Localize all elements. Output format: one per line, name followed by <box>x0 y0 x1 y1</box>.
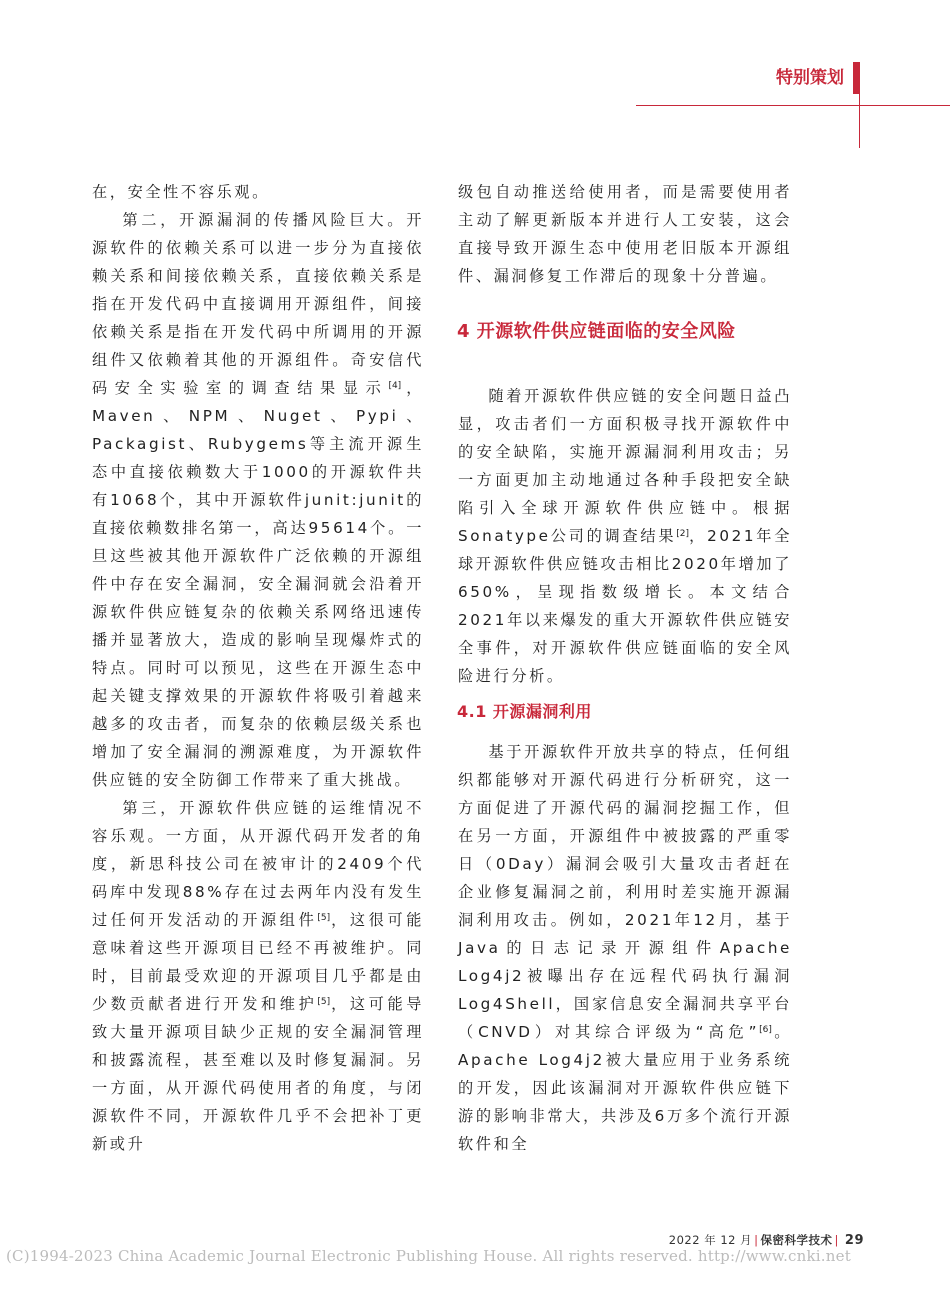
section-tag-label: 特别策划 <box>776 68 844 88</box>
paragraph: 在，安全性不容乐观。 <box>92 183 270 201</box>
paragraph: 第二，开源漏洞的传播风险巨大。开源软件的依赖关系可以进一步分为直接依赖关系和间接依赖关系，直接依赖关系是指在开发代码中直接调用开源组件，间接依赖关系是指在开发代码中所调用的开源组件又依赖着其他的开源组件。奇安信代码安全实验室的调查结果显示[4]，Maven、NPM、Nuget、Pypi、Packagist、Rubygems等主流开源生态中直接依赖数大于1000的开源软件共有1068个，其中开源软件junit:junit的直接依赖数排名第一，高达95614个。一旦这些被其他开源软件广泛依赖的开源组件中存在安全漏洞，安全漏洞就会沿着开源软件供应链复杂的依赖关系网络迅速传播并显著放大，造成的影响呈现爆炸式的特点。同时可以预见，这些在开源生态中起关键支撑效果的开源软件将吸引着越来越多的攻击者，而复杂的依赖层级关系也增加了安全漏洞的溯源难度，为开源软件供应链的安全防御工作带来了重大挑战。 <box>92 211 424 789</box>
paragraph: 基于开源软件开放共享的特点，任何组织都能够对开源代码进行分析研究，这一方面促进了开源代码的漏洞挖掘工作，但在另一方面，开源组件中被披露的严重零日（0Day）漏洞会吸引大量攻击者赶在企业修复漏洞之前，利用时差实施开源漏洞利用攻击。例如，2021年12月，基于Java的日志记录开源组件Apache Log4j2被曝出存在远程代码执行漏洞Log4Shell，国家信息安全漏洞共享平台（CNVD）对其综合评级为“高危”[6]。Apache Log4j2被大量应用于业务系统的开发，因此该漏洞对开源软件供应链下游的影响非常大，共涉及6万多个流行开源软件和全 <box>458 743 792 1153</box>
citation: [5] <box>317 997 331 1007</box>
citation: [6] <box>759 1025 772 1035</box>
issue-date: 2022 年 12 月 <box>668 1233 753 1247</box>
page-number: 29 <box>844 1233 864 1248</box>
paragraph: 级包自动推送给使用者，而是需要使用者主动了解更新版本并进行人工安装，这会直接导致开源生态中使用老旧版本开源组件、漏洞修复工作滞后的现象十分普遍。 <box>458 183 792 285</box>
right-column <box>458 178 792 1158</box>
page-footer <box>669 1232 864 1248</box>
paragraph: 第三，开源软件供应链的运维情况不容乐观。一方面，从开源代码开发者的角度，新思科技公司在被审计的2409个代码库中发现88%存在过去两年内没有发生过任何开发活动的开源组件[5]，这很可能意味着这些开源项目已经不再被维护。同时，目前最受欢迎的开源项目几乎都是由少数贡献者进行开发和维护[5]，这可能导致大量开源项目缺少正规的安全漏洞管理和披露流程，甚至难以及时修复漏洞。另一方面，从开源代码使用者的角度，与闭源软件不同，开源软件几乎不会把补丁更新或升 <box>92 799 425 1153</box>
cnki-watermark: (C)1994-2023 China Academic Journal Electronic Publishing House. All rights reserved. http://www.cnki.net <box>6 1247 851 1265</box>
section-heading: 4 开源软件供应链面临的安全风险 <box>457 321 736 342</box>
footer-separator: | <box>834 1233 839 1247</box>
footer-separator: | <box>754 1233 759 1247</box>
paragraph: 随着开源软件供应链的安全问题日益凸显，攻击者们一方面积极寻找开源软件中的安全缺陷，实施开源漏洞利用攻击；另一方面更加主动地通过各种手段把安全缺陷引入全球开源软件供应链中。根据Sonatype公司的调查结果[2]，2021年全球开源软件供应链攻击相比2020年增加了650%，呈现指数级增长。本文结合2021年以来爆发的重大开源软件供应链安全事件，对开源软件供应链面临的安全风险进行分析。 <box>458 387 793 685</box>
citation: [2] <box>676 529 690 539</box>
section-tag <box>762 62 858 94</box>
header-horizontal-rule <box>636 105 950 106</box>
left-column <box>92 178 424 1158</box>
subsection-heading: 4.1 开源漏洞利用 <box>457 702 592 721</box>
citation: [5] <box>317 913 331 923</box>
publication-name: 保密科学技术 <box>760 1233 833 1247</box>
citation: [4] <box>388 381 402 391</box>
section-tag-bar <box>853 62 859 94</box>
